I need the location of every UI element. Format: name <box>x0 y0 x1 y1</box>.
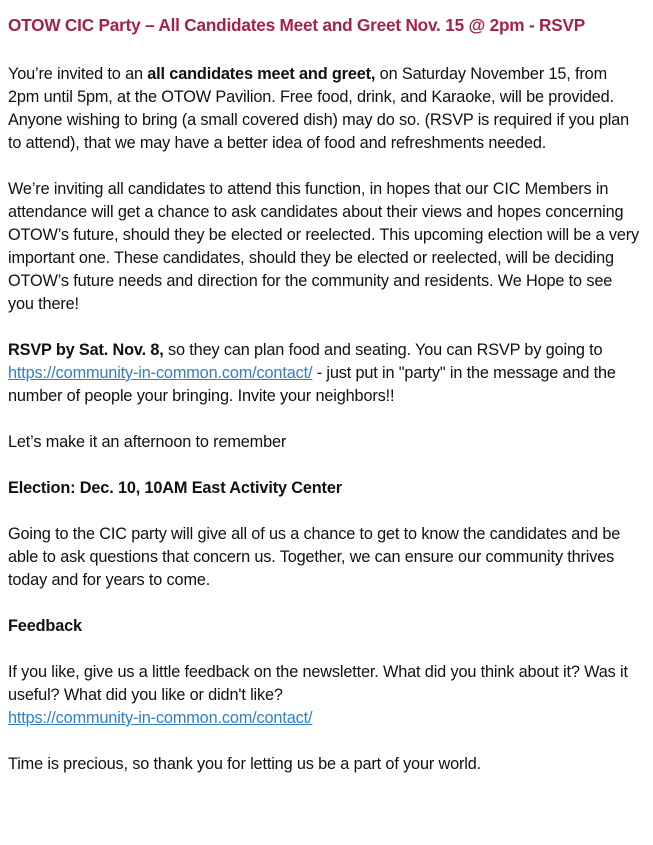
feedback-paragraph <box>8 661 639 730</box>
intro-prefix: You’re invited to an <box>8 65 148 83</box>
closing-paragraph: Time is precious, so thank you for letting us be a part of your world. <box>8 755 482 773</box>
rsvp-instructions: - just put in "party" in the message and the number of people your bringing. Invite your neighbors!! <box>8 364 616 405</box>
rsvp-text: so they can plan food and seating. You can RSVP by going to <box>163 341 603 359</box>
rsvp-contact-link[interactable]: https://community-in-common.com/contact/ <box>8 364 313 382</box>
election-heading: Election: Dec. 10, 10AM East Activity Center <box>8 479 342 497</box>
page-title: OTOW CIC Party – All Candidates Meet and Greet Nov. 15 @ 2pm - RSVP <box>8 15 586 35</box>
intro-paragraph <box>8 63 639 155</box>
inviting-paragraph: We’re inviting all candidates to attend this function, in hopes that our CIC Members in attendance will get a chance to ask candidates about their views and hopes concerning OTOW’s future, should they be elected or reelected. This upcoming election will be a very important one. These candidates, should they be elected or reelected, will be deciding OTOW’s future needs and direction for the community and residents. We Hope to see you there! <box>8 180 639 313</box>
feedback-heading: Feedback <box>8 617 82 635</box>
cic-party-paragraph: Going to the CIC party will give all of us a chance to get to know the candidates and be able to ask questions that concern us. Together, we can ensure our community thrives today and for years to come. <box>8 525 621 589</box>
remember-paragraph: Let’s make it an afternoon to remember <box>8 433 287 451</box>
rsvp-paragraph <box>8 339 639 408</box>
feedback-contact-link[interactable]: https://community-in-common.com/contact/ <box>8 709 313 727</box>
feedback-text: If you like, give us a little feedback on the newsletter. What did you think about it? Was it useful? What did you like or didn't like? <box>8 663 628 704</box>
intro-emphasis: all candidates meet and greet, <box>147 65 376 83</box>
intro-suffix: on Saturday November 15, from 2pm until 5pm, at the OTOW Pavilion. Free food, drink, and Karaoke, will be provided. Anyone wishing to bring (a small covered dish) may do so. (RSVP is required if you plan to attend), that we may have a better idea of food and refreshments needed. <box>8 65 630 152</box>
rsvp-deadline: RSVP by Sat. Nov. 8, <box>8 341 164 359</box>
